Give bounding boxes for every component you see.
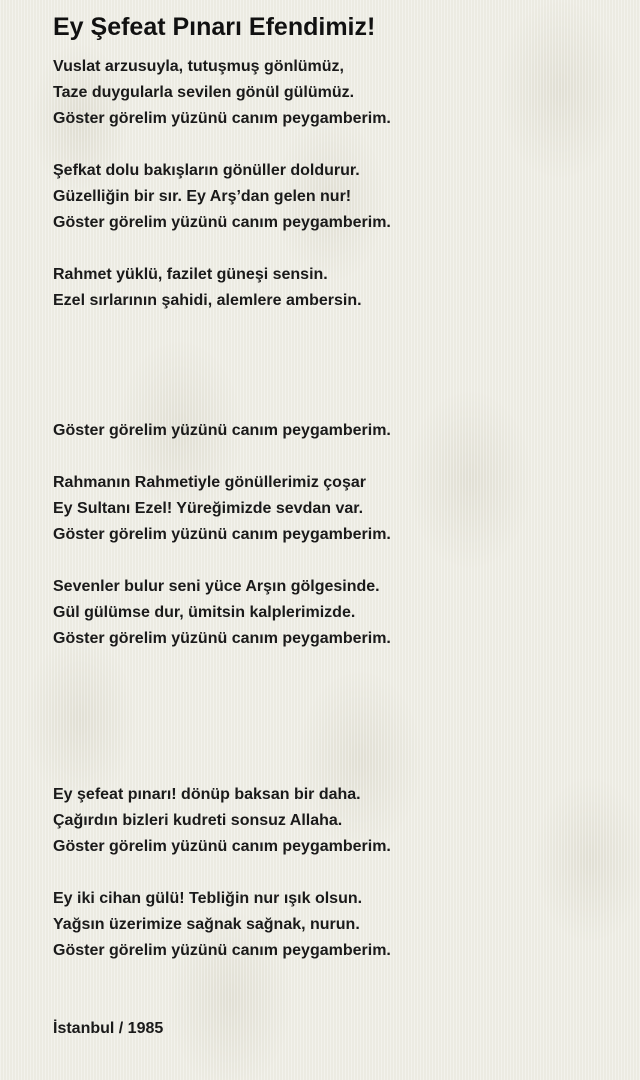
- blank-line: [53, 860, 613, 886]
- poem-signature: İstanbul / 1985: [53, 1020, 164, 1037]
- poem-body: [53, 54, 613, 1042]
- blank-line: [53, 730, 613, 756]
- poem-line: Yağsın üzerimize sağnak sağnak, nurun.: [53, 916, 360, 933]
- blank-line: [53, 964, 613, 990]
- poem-line: Göster görelim yüzünü canım peygamberim.: [53, 630, 391, 647]
- poem-line: Vuslat arzusuyla, tutuşmuş gönlümüz,: [53, 58, 344, 75]
- blank-line: [53, 444, 613, 470]
- blank-line: [53, 678, 613, 704]
- blank-line: [53, 756, 613, 782]
- poem-line: Göster görelim yüzünü canım peygamberim.: [53, 110, 391, 127]
- poem-line: Ey iki cihan gülü! Tebliğin nur ışık olsun.: [53, 890, 363, 907]
- poem-line: Sevenler bulur seni yüce Arşın gölgesinde.: [53, 578, 380, 595]
- poem-line: Ey Sultanı Ezel! Yüreğimizde sevdan var.: [53, 500, 364, 517]
- blank-line: [53, 652, 613, 678]
- blank-line: [53, 340, 613, 366]
- blank-line: [53, 314, 613, 340]
- poem-container: [53, 12, 613, 1042]
- poem-title: Ey Şefeat Pınarı Efendimiz!: [53, 13, 376, 41]
- poem-line: Gül gülümse dur, ümitsin kalplerimizde.: [53, 604, 356, 621]
- blank-line: [53, 704, 613, 730]
- poem-line: Rahmanın Rahmetiyle gönüllerimiz çoşar: [53, 474, 366, 491]
- blank-line: [53, 548, 613, 574]
- blank-line: [53, 366, 613, 392]
- poem-line: Çağırdın bizleri kudreti sonsuz Allaha.: [53, 812, 343, 829]
- poem-line: Güzelliğin bir sır. Ey Arş’dan gelen nur!: [53, 188, 352, 205]
- poem-line: Göster görelim yüzünü canım peygamberim.: [53, 838, 391, 855]
- poem-line: Taze duygularla sevilen gönül gülümüz.: [53, 84, 355, 101]
- poem-line: Ezel sırlarının şahidi, alemlere ambersin.: [53, 292, 362, 309]
- poem-line: Rahmet yüklü, fazilet güneşi sensin.: [53, 266, 328, 283]
- poem-line: Ey şefeat pınarı! dönüp baksan bir daha.: [53, 786, 361, 803]
- poem-line: Göster görelim yüzünü canım peygamberim.: [53, 942, 391, 959]
- poem-line: Göster görelim yüzünü canım peygamberim.: [53, 422, 391, 439]
- blank-line: [53, 132, 613, 158]
- blank-line: [53, 236, 613, 262]
- blank-line: [53, 990, 613, 1016]
- poem-line: Göster görelim yüzünü canım peygamberim.: [53, 214, 391, 231]
- poem-line: Şefkat dolu bakışların gönüller doldurur.: [53, 162, 360, 179]
- blank-line: [53, 392, 613, 418]
- poem-line: Göster görelim yüzünü canım peygamberim.: [53, 526, 391, 543]
